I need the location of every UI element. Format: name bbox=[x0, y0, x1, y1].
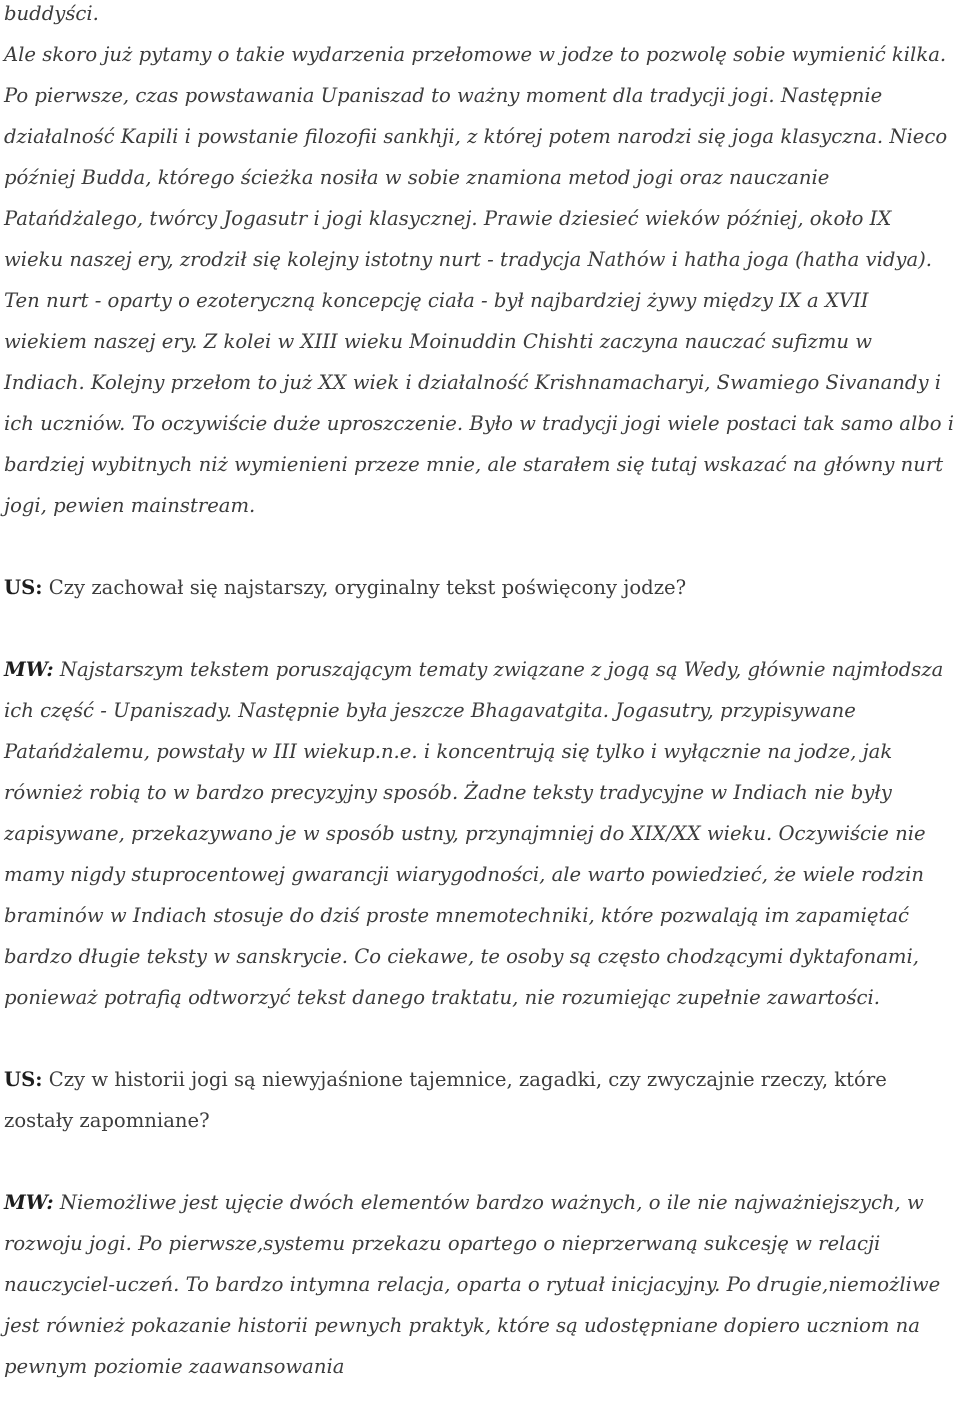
document-body bbox=[4, 0, 956, 1387]
question-text: Czy zachował się najstarszy, oryginalny tekst poświęcony jodze? bbox=[42, 576, 687, 599]
answer-text-normal: Po pierwsze, czas powstawania Upaniszad to ważny moment dla tradycji jogi. Następnie działalność Kapili i powstanie filozofii sankhji, z której potem narodzi się joga klasyczna. Nieco później Budda, którego ścieżka nosiła w sobie znamiona metod jogi oraz nauczanie Patańdżalego, twórcy Jogasutr i jogi klasycznej. bbox=[4, 84, 948, 230]
answer-text-history: Prawie dziesieć wieków później, około IX wieku naszej ery, zrodził się kolejny istotny nurt - tradycja Nathów i hatha joga (hatha vidya). Ten nurt - oparty o ezoteryczną koncepcję ciała - był najbardziej żywy między IX a XVII wiekiem naszej ery. Z kolei w XIII wieku Moinuddin Chishti zaczyna nauczać sufizmu w Indiach. Kolejny przełom to już XX wiek i działalność Krishnamacharyi, Swamiego Sivanandy i ich uczniów. To oczywiście duże uproszczenie. Było w tradycji jogi wiele postaci tak samo albo i bardziej wybitnych niż wymienieni przeze mnie, ale starałem się tutaj wskazać na główny nurt jogi, pewien mainstream. bbox=[4, 207, 955, 517]
answer-text: Najstarszym tekstem poruszającym tematy związane z jogą są Wedy, głównie najmłodsza ich część - Upaniszady. Następnie była jeszcze Bhagavatgita. Jogasutry, przypisywane Patańdżalemu, powstały w III wiekup.n.e. i koncentrują się tylko i wyłącznie na jodze, jak również robią to w bardzo precyzyjny sposób. Żadne teksty tradycyjne w Indiach nie były zapisywane, przekazywano je w sposób ustny, przynajmniej do XIX/XX wieku. Oczywiście nie mamy nigdy stuprocentowej gwarancji wiarygodności, ale warto powiedzieć, że wiele rodzin braminów w Indiach stosuje do dziś proste mnemotechniki, które pozwalają im zapamiętać bardzo długie teksty w sanskrycie. Co ciekawe, te osoby są często chodzącymi dyktafonami, ponieważ potrafią odtworzyć tekst danego traktatu, nie rozumiejąc zupełnie zawartości. bbox=[4, 658, 944, 1009]
question-paragraph bbox=[4, 1059, 956, 1141]
answer-paragraph bbox=[4, 649, 956, 1018]
answer-continuation bbox=[4, 0, 956, 526]
speaker-label-mw: MW: bbox=[4, 658, 54, 681]
speaker-label-mw: MW: bbox=[4, 1191, 54, 1214]
speaker-label-us: US: bbox=[4, 1068, 43, 1091]
speaker-label-us: US: bbox=[4, 576, 43, 599]
question-text: Czy w historii jogi są niewyjaśnione tajemnice, zagadki, czy zwyczajnie rzeczy, które zostały zapomniane? bbox=[4, 1068, 887, 1132]
question-paragraph bbox=[4, 567, 956, 608]
answer-text-events: Ale skoro już pytamy o takie wydarzenia przełomowe w jodze to pozwolę sobie wymienić kilka. bbox=[4, 43, 947, 66]
answer-paragraph bbox=[4, 1182, 956, 1387]
answer-text-start: buddyści. bbox=[4, 2, 99, 25]
answer-text: Niemożliwe jest ujęcie dwóch elementów bardzo ważnych, o ile nie najważniejszych, w rozwoju jogi. Po pierwsze,systemu przekazu opartego o nieprzerwaną sukcesję w relacji nauczyciel-uczeń. To bardzo intymna relacja, oparta o rytuał inicjacyjny. Po drugie,niemożliwe jest również pokazanie historii pewnych praktyk, które są udostępniane dopiero uczniom na pewnym poziomie zaawansowania bbox=[4, 1191, 941, 1378]
